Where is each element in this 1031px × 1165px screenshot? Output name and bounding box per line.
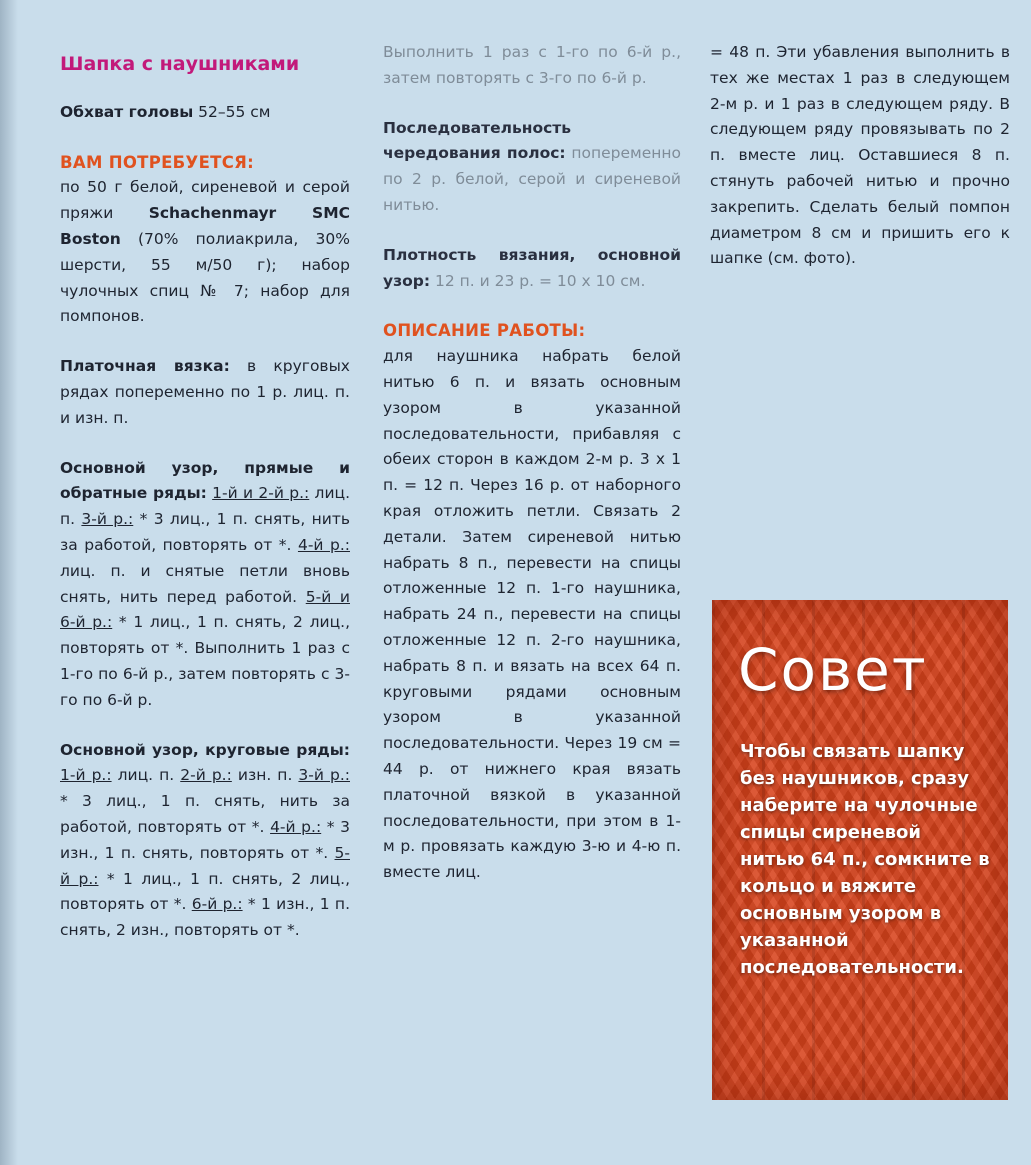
round-row-5: 5-й р.: (60, 843, 350, 888)
round-row-4: 4-й р.: (270, 817, 322, 836)
materials-heading: ВАМ ПОТРЕБУЕТСЯ: (60, 152, 255, 172)
gauge (383, 243, 681, 295)
round-text-6: * 1 изн., 1 п. снять, 2 изн., повторять от *. (60, 895, 350, 940)
column-right (710, 40, 1010, 296)
flat-text-2: * 3 лиц., 1 п. снять, нить за работой, повторять от *. (60, 510, 350, 554)
advice-title: Совет (738, 636, 928, 704)
round-text-2: изн. п. (231, 766, 299, 785)
description-heading: ОПИСАНИЕ РАБОТЫ: (383, 321, 586, 341)
round-pattern (60, 738, 350, 944)
yarn-brand: Schachenmayr SMC Boston (60, 204, 350, 248)
flat-row-1-2: 1-й и 2-й р.: (212, 484, 310, 503)
column-middle (383, 40, 681, 910)
size-label: Обхват головы (60, 102, 194, 121)
gauge-label: Плотность вязания, основной узор: (383, 245, 681, 290)
flat-row-3: 3-й р.: (81, 510, 134, 529)
round-row-1: 1-й р.: (60, 766, 112, 785)
stripes-text: попеременно по 2 р. белой, серой и сиреневой нитью. (383, 144, 681, 214)
materials-text-2: (70% полиакрила, 30% шерсти, 55 м/50 г); набор чулочных спиц № 7; набор для помпонов. (60, 229, 350, 326)
stripes-label: Последовательность чередования полос: (383, 118, 572, 163)
column-left (60, 40, 350, 968)
size-value: 52–55 см (198, 102, 271, 121)
round-label: Основной узор, круговые ряды: (60, 740, 350, 759)
flat-pattern (60, 456, 350, 714)
flat-text-3: лиц. п. и снятые петли вновь снять, нить перед работой. (60, 561, 350, 606)
round-text-4: * 3 изн., 1 п. снять, повторять от *. (60, 817, 350, 862)
round-row-3: 3-й р.: (298, 766, 350, 785)
garter-stitch (60, 354, 350, 431)
flat-text-1: лиц. п. (60, 484, 351, 529)
round-row-6: 6-й р.: (191, 895, 243, 914)
materials-text-1: по 50 г белой, сиреневой и серой пряжи (60, 178, 350, 223)
advice-text: Чтобы связать шапку без наушников, сразу наберите на чулочные спицы сиреневой нитью 64 п., сомкните в кольцо и вяжите основным узором в указанной последовательности. (740, 741, 990, 978)
description-text: для наушника набрать белой нитью 6 п. и вязать основным узором в указанной последовательности, прибавляя с обеих сторон в каждом 2-м р. 3 x 1 п. = 12 п. Через 16 р. от наборного края отложить петли. Связать 2 детали. Затем сиреневой нитью набрать 8 п., перевести на спицы отложенные 12 п. 1-го наушника, набрать 24 п., перевести на спицы отложенные 12 п. 2-го наушника, набрать 8 п. и вязать на всех 64 п. круговыми рядами основным узором в указанной последовательности. Через 19 см = 44 р. от нижнего края вязать платочной вязкой в указанной последовательности, при этом в 1-м р. провязать каждую 3-ю и 4-ю п. вместе лиц. (383, 347, 681, 882)
flat-row-4: 4-й р.: (297, 535, 350, 554)
flat-label: Основной узор, прямые и обратные ряды: (60, 458, 350, 503)
flat-row-5-6: 5-й и 6-й р.: (60, 587, 350, 632)
round-text-3: * 3 лиц., 1 п. снять, нить за работой, повторять от *. (60, 792, 350, 836)
advice-box (712, 600, 1008, 1100)
materials-section (60, 150, 350, 331)
garter-text: в круговых рядах попеременно по 1 р. лиц. п. и изн. п. (60, 357, 350, 427)
description-continuation: = 48 п. Эти убавления выполнить в тех же местах 1 раз в следующем 2-м р. и 1 раз в следующем ряду. В следующем ряду провязывать по 2 п. вместе лиц. Оставшиеся 8 п. стянуть рабочей нитью и прочно закрепить. Сделать белый помпон диаметром 8 см и пришить его к шапке (см. фото). (710, 43, 1010, 268)
round-text-5: * 1 лиц., 1 п. снять, 2 лиц., повторять от *. (60, 869, 350, 914)
round-text-1: лиц. п. (111, 766, 181, 785)
round-row-2: 2-й р.: (180, 766, 232, 785)
head-size (60, 100, 350, 126)
work-description (383, 318, 681, 886)
gauge-text: 12 п. и 23 р. = 10 x 10 см. (430, 271, 646, 290)
page-title: Шапка с наушниками (60, 53, 300, 75)
garter-label: Платочная вязка: (60, 357, 230, 376)
stripe-sequence (383, 116, 681, 219)
page-spine-shadow (0, 0, 18, 1165)
flat-text-4: * 1 лиц., 1 п. снять, 2 лиц., повторять от *. Выполнить 1 раз с 1-го по 6-й р., затем повторять с 3-го по 6-й р. (60, 613, 350, 709)
round-pattern-continuation: Выполнить 1 раз с 1-го по 6-й р., затем повторять с 3-го по 6-й р. (383, 43, 681, 87)
